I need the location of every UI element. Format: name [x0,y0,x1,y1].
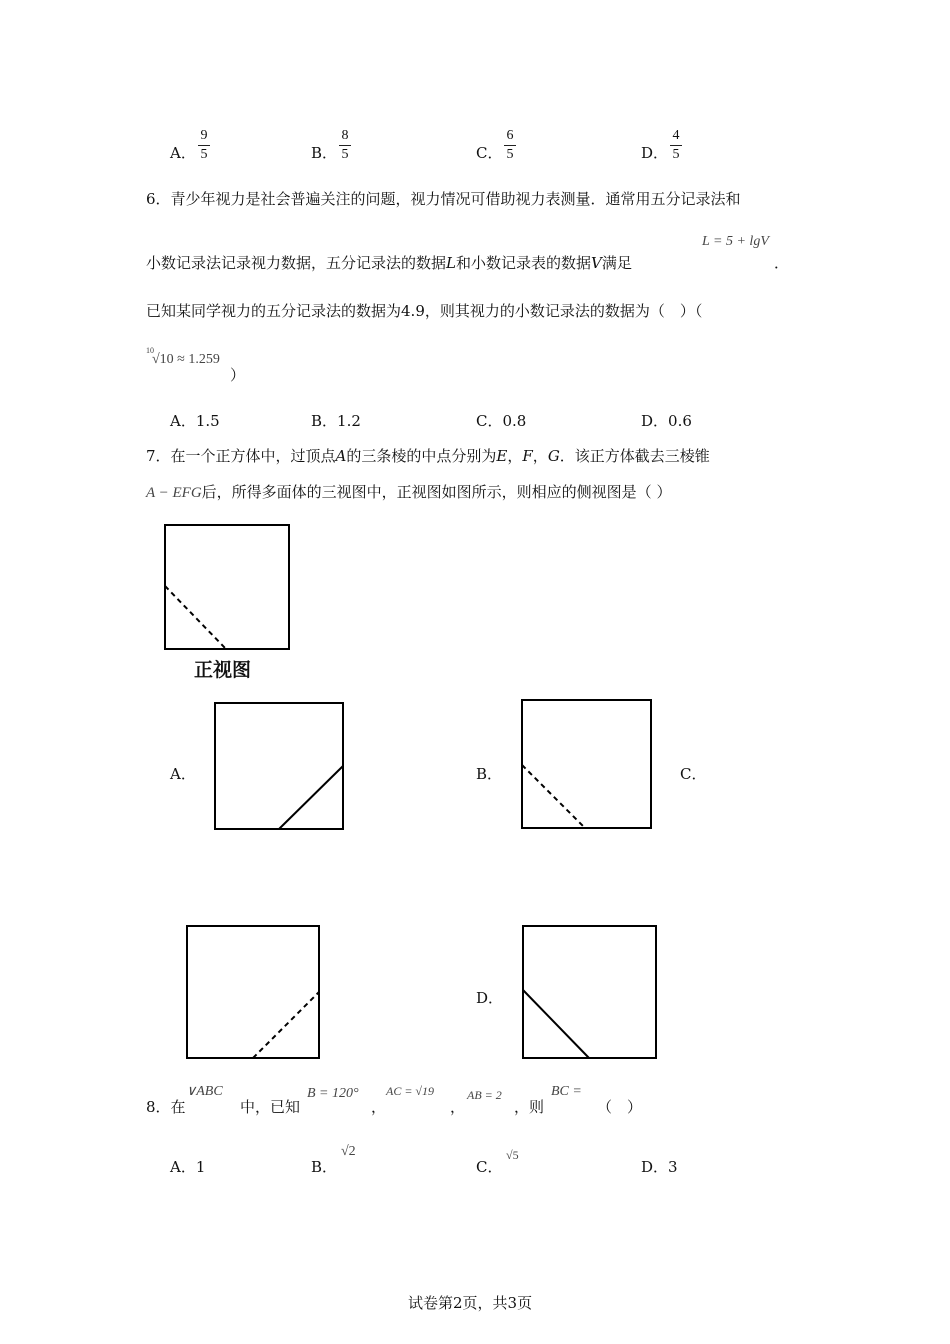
q7-option-b-label: B． [476,765,503,783]
q8-option-d: D．3 [641,1158,678,1176]
q7-line2: A − EFG后，所得多面体的三视图中，正视图如图所示，则相应的侧视图是（ ） [146,483,672,501]
q7-option-c-figure [182,921,326,1063]
q7-option-a-figure [210,698,350,834]
q8-paren: （ ） [597,1098,643,1116]
q8-option-b-value: √2 [341,1144,356,1159]
q7-option-d-label: D． [476,989,504,1007]
q8-comma1: ， [371,1098,387,1116]
q5-option-b-fraction: 8 5 [339,128,351,163]
q6-option-c: C．0.8 [476,412,527,430]
q8-option-b-label: B． [311,1158,338,1176]
q8-triangle: ∨ABC [186,1084,223,1099]
q6-root-index: 10 [146,346,154,355]
q7-option-c-label: C． [680,765,707,783]
front-view-label: 正视图 [194,659,252,681]
q6-option-a: A．1.5 [170,412,220,430]
q8-option-c-label: C． [476,1158,503,1176]
q5-option-a: A． [170,144,196,162]
q7-option-a-label: A． [170,765,196,783]
q8-cond-ab: AB = 2 [467,1088,502,1102]
q8-cond-b: B = 120° [307,1086,359,1101]
q6-line2: 小数记录法记录视力数据，五分记录法的数据L和小数记录表的数据V满足 [146,254,632,272]
q5-option-a-fraction: 9 5 [198,128,210,163]
front-view-figure [160,520,294,654]
q6-line2-end: ． [774,254,790,272]
page-footer: 试卷第2页，共3页 [408,1294,533,1312]
q8-option-c-value: √5 [506,1148,519,1162]
q6-option-b: B．1.2 [311,412,361,430]
q5-option-b: B． [311,144,338,162]
q6-formula: L = 5 + lgV [702,234,769,249]
q6-line4-end: ） [230,366,246,384]
q8-mid: 中，已知 [240,1098,301,1116]
q5-option-c-fraction: 6 5 [504,128,516,163]
q7-option-b-figure [517,695,657,833]
q8-target: BC = [551,1084,582,1099]
q6-option-d: D．0.6 [641,412,692,430]
q6-line3: 已知某同学视力的五分记录法的数据为4.9，则其视力的小数记录法的数据为（ ）（ [146,302,703,320]
q8-option-a: A．1 [170,1158,206,1176]
q8-prefix: 8．在 [146,1098,186,1116]
q7-option-d-figure [518,921,662,1063]
q5-option-d: D． [641,144,669,162]
q7-line1: 7．在一个正方体中，过顶点A的三条棱的中点分别为E，F，G．该正方体截去三棱锥 [146,447,710,465]
q6-root-expr: √10 ≈ 1.259 [152,352,220,367]
q8-then: ，则 [514,1098,545,1116]
q8-comma2: ， [450,1098,466,1116]
q6-line1: 6．青少年视力是社会普遍关注的问题，视力情况可借助视力表测量．通常用五分记录法和 [146,190,741,208]
q8-cond-ac: AC = √19 [386,1084,435,1098]
q5-option-d-fraction: 4 5 [670,128,682,163]
q5-option-c: C． [476,144,503,162]
